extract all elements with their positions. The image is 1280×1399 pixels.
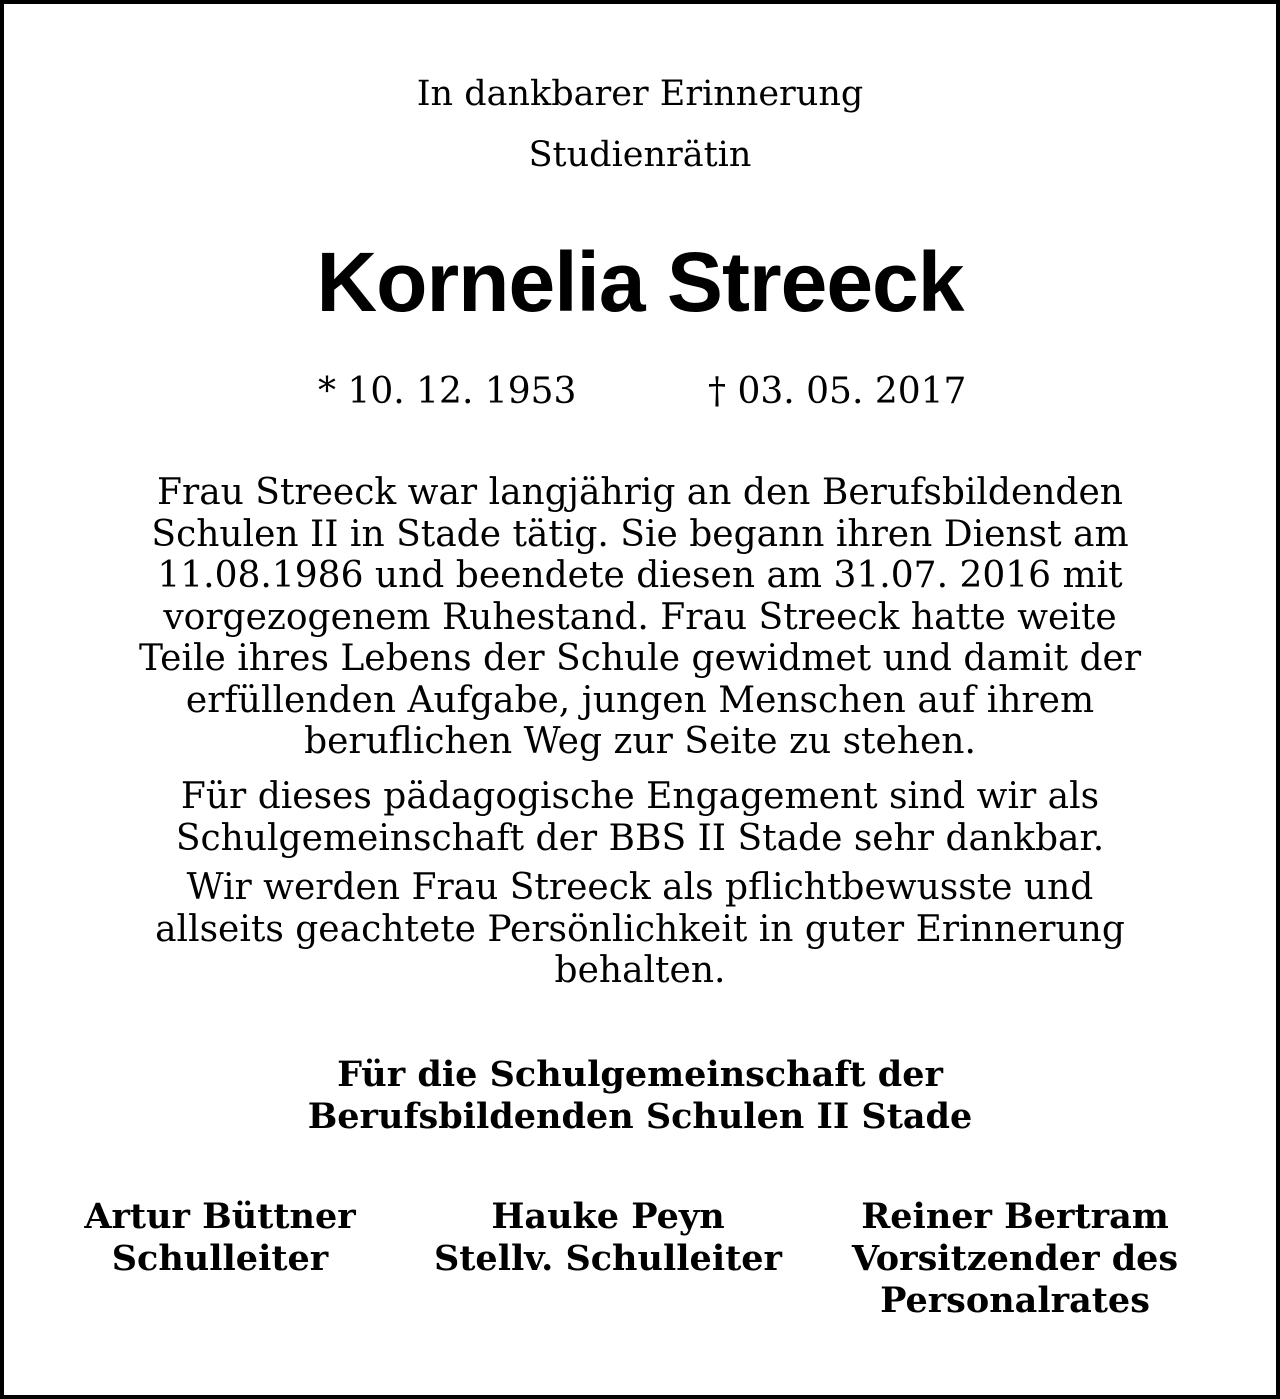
signatory-role: Schulleiter [111, 1238, 329, 1279]
paragraph-line: Schulgemeinschaft der BBS II Stade sehr dankbar. [175, 817, 1105, 859]
signatory-role: Personalrates [880, 1280, 1150, 1321]
title-line: Studienrätin [528, 135, 752, 175]
paragraph-line: 11.08.1986 und beendete diesen am 31.07. 2016 mit [157, 555, 1123, 596]
paragraph-line: vorgezogenem Ruhestand. Frau Streeck hatte weite [163, 596, 1117, 638]
paragraph-line: Schulen II in Stade tätig. Sie begann ihren Dienst am [151, 513, 1129, 555]
paragraph-line: Teile ihres Lebens der Schule gewidmet und damit der [138, 638, 1142, 679]
signatory-2 [418, 1196, 798, 1280]
signatory-name: Hauke Peyn [491, 1196, 725, 1237]
tribute-paragraph-1 [90, 472, 1190, 763]
closing-line-2: Berufsbildenden Schulen II Stade [307, 1096, 973, 1137]
tribute-paragraph-2 [90, 776, 1190, 859]
signatory-role: Vorsitzender des [851, 1238, 1179, 1279]
closing-line-1: Für die Schulgemeinschaft der [337, 1054, 943, 1095]
signatory-1 [70, 1196, 370, 1280]
signatory-name: Artur Büttner [84, 1196, 356, 1237]
signatory-role: Stellv. Schulleiter [433, 1238, 782, 1279]
death-date: † 03. 05. 2017 [708, 371, 967, 412]
signatory-name: Reiner Bertram [861, 1196, 1169, 1237]
birth-date: * 10. 12. 1953 [318, 371, 577, 412]
paragraph-line: allseits geachtete Persönlichkeit in guter Erinnerung [155, 908, 1125, 950]
paragraph-line: beruflichen Weg zur Seite zu stehen. [304, 721, 976, 762]
paragraph-line: erfüllenden Aufgabe, jungen Menschen auf ihrem [185, 679, 1095, 721]
dedication-line: In dankbarer Erinnerung [416, 74, 864, 114]
signatory-3 [840, 1196, 1190, 1322]
paragraph-line: behalten. [554, 950, 726, 991]
tribute-paragraph-3 [90, 867, 1190, 992]
paragraph-line: Für dieses pädagogische Engagement sind wir als [180, 776, 1100, 817]
deceased-name: Kornelia Streeck [316, 235, 964, 329]
paragraph-line: Frau Streeck war langjährig an den Berufsbildenden [157, 472, 1123, 513]
paragraph-line: Wir werden Frau Streeck als pflichtbewusste und [186, 867, 1094, 908]
